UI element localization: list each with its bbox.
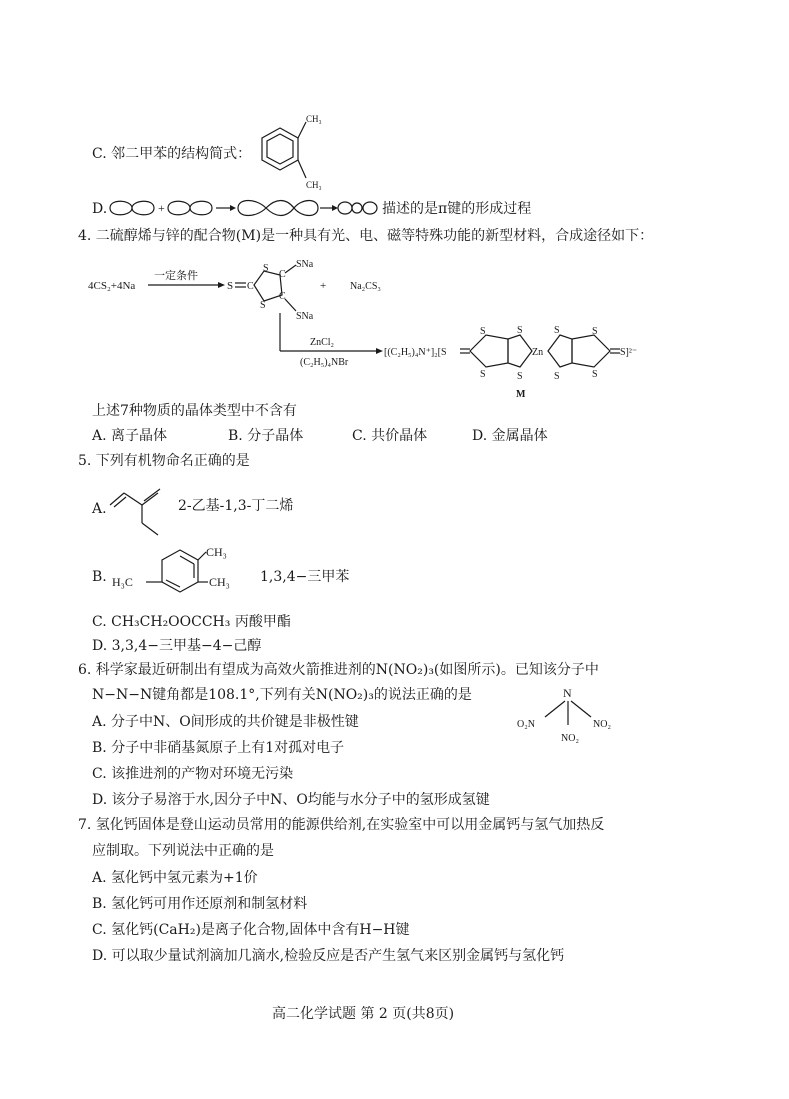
q4-stem: 4. 二硫醇烯与锌的配合物(M)是一种具有光、电、磁等特殊功能的新型材料，合成途径如下：: [78, 228, 654, 244]
q5-option-a-name: 2-乙基-1,3-丁二烯: [178, 498, 294, 514]
c-atom: C: [247, 281, 254, 292]
q7-option-c: C. 氢化钙(CaH₂)是离子化合物,固体中含有H−H键: [92, 922, 410, 938]
q6-line2: N−N−N键角都是108.1°,下列有关N(NO₂)₃的说法正确的是: [92, 687, 472, 703]
s-atom: S: [227, 280, 234, 292]
s-atom: S: [554, 325, 560, 336]
c-atom: C: [279, 291, 286, 302]
q5-option-c: C. CH₃CH₂OOCCH₃ 丙酸甲酯: [92, 614, 291, 630]
q4-option-a: A. 离子晶体: [92, 428, 168, 444]
plus-sign: +: [320, 280, 327, 292]
o-xylene-structure-icon: [250, 108, 330, 193]
q4-question: 上述7种物质的晶体类型中不含有: [92, 403, 297, 419]
s-atom: S: [260, 300, 266, 311]
s-atom: S: [480, 369, 486, 380]
q5-option-b-name: 1,3,4−三甲苯: [260, 569, 350, 585]
q5-option-d: D. 3,3,4−三甲基−4−己醇: [92, 638, 262, 654]
q6-option-b: B. 分子中非硝基氮原子上有1对孤对电子: [92, 740, 345, 756]
zn-atom: Zn: [532, 347, 544, 358]
s-atom: S: [592, 326, 598, 337]
q5-option-a-label: A.: [92, 501, 107, 517]
q7-option-d: D. 可以取少量试剂滴加几滴水,检验反应是否产生氢气来区别金属钙与氢化钙: [92, 948, 565, 964]
byproduct: Na₂CS₃: [350, 281, 381, 292]
o2n-group: O₂N: [517, 719, 535, 730]
q7-line1: 7. 氢化钙固体是登山运动员常用的能源供给剂,在实验室中可以用金属钙与氢气加热反: [78, 817, 605, 833]
trimethylbenzene-structure-icon: [110, 540, 250, 600]
reactants: 4CS₂+4Na: [88, 280, 136, 292]
h3c-label: H₃C: [112, 575, 133, 589]
s-atom: S: [263, 263, 269, 274]
s-atom: S: [554, 371, 560, 382]
q6-line1: 6. 科学家最近研制出有望成为高效火箭推进剂的N(NO₂)₃(如图所示)。已知该分子中: [78, 662, 599, 678]
p-orbital-overlap-icon: [108, 196, 378, 220]
reagent-tetraethylammonium-bromide: (C₂H₅)₄NBr: [300, 357, 349, 368]
q7-option-a: A. 氢化钙中氢元素为+1价: [92, 870, 258, 886]
n-atom: N: [563, 686, 572, 700]
plus-sign: +: [158, 201, 165, 215]
q4-reaction-scheme: [88, 255, 648, 400]
reagent-zncl2: ZnCl₂: [310, 337, 335, 348]
q4-option-d: D. 金属晶体: [472, 428, 548, 444]
m-label: M: [516, 389, 526, 400]
s-atom: S: [517, 325, 523, 336]
trinitramide-structure-icon: [515, 685, 625, 745]
q7-option-b: B. 氢化钙可用作还原剂和制氢材料: [92, 896, 308, 912]
page-footer: 高二化学试题 第 2 页(共8页): [272, 1006, 455, 1022]
ch3-label: CH₃: [209, 575, 230, 589]
product-suffix: S]²⁻: [620, 347, 638, 358]
option-d-text: 描述的是π键的形成过程: [382, 201, 532, 217]
ch3-label: CH₃: [306, 180, 322, 190]
sna-label: SNa: [296, 259, 314, 270]
q5-option-b-label: B.: [92, 569, 107, 585]
q6-option-d: D. 该分子易溶于水,因分子中N、O均能与水分子中的氢形成氢键: [92, 792, 490, 808]
no2-group: NO₂: [561, 733, 579, 744]
ch3-label: CH₃: [206, 545, 227, 559]
c-atom: C: [279, 269, 286, 280]
q7-line2: 应制取。下列说法中正确的是: [92, 843, 274, 859]
s-atom: S: [592, 369, 598, 380]
diene-skeleton-structure-icon: [108, 485, 178, 540]
no2-group: NO₂: [593, 719, 611, 730]
s-atom: S: [517, 371, 523, 382]
product-prefix: [(C₂H₅)₄N⁺]₂[S: [384, 347, 447, 358]
condition-label: 一定条件: [154, 270, 198, 282]
q6-option-c: C. 该推进剂的产物对环境无污染: [92, 766, 294, 782]
option-c-top: C. 邻二甲苯的结构简式：: [92, 146, 252, 162]
sna-label: SNa: [296, 311, 314, 322]
s-atom: S: [480, 326, 486, 337]
q5-stem: 5. 下列有机物命名正确的是: [78, 453, 250, 469]
q4-option-b: B. 分子晶体: [228, 428, 304, 444]
q6-option-a: A. 分子中N、O间形成的共价键是非极性键: [92, 714, 359, 730]
q4-option-c: C. 共价晶体: [352, 428, 428, 444]
ch3-label: CH₃: [306, 114, 322, 124]
option-d-label: D.: [92, 201, 108, 217]
